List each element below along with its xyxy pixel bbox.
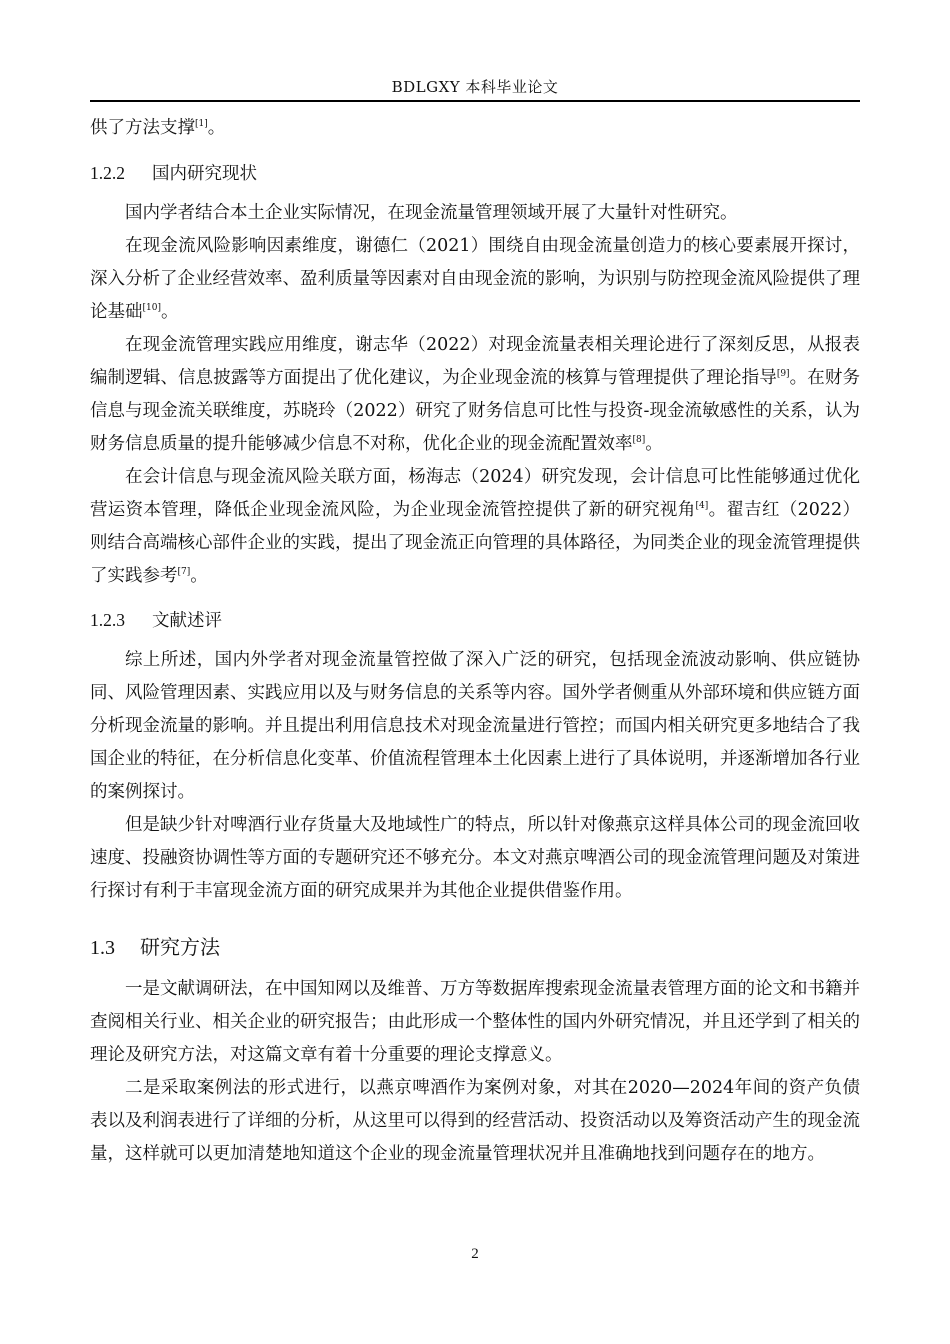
paragraph-tail: 。 [190, 566, 208, 586]
paragraph: 二是采取案例法的形式进行，以燕京啤酒作为案例对象，对其在2020—2024年间的资产负债表以及利润表进行了详细的分析，从这里可以得到的经营活动、投资活动以及筹资活动产生的现金流量，这样就可以更加清楚地知道这个企业的现金流量管理状况并且准确地找到问题存在的地方。 [90, 1078, 860, 1164]
paragraph [90, 230, 860, 329]
section-number: 1.3 [90, 937, 115, 959]
paragraph-text: 在会计信息与现金流风险关联方面，杨海志（2024）研究发现，会计信息可比性能够通过优化营运资本管理，降低企业现金流风险，为企业现金流管控提供了新的研究视角 [90, 467, 860, 520]
citation: [9] [776, 369, 790, 379]
paragraph-tail: 。 [645, 434, 663, 454]
section-title: 研究方法 [140, 935, 220, 959]
paragraph [90, 329, 860, 461]
citation: [10] [142, 303, 161, 313]
running-header: BDLGXY 本科毕业论文 [391, 78, 559, 96]
paragraph-text: 在现金流风险影响因素维度，谢德仁（2021）围绕自由现金流量创造力的核心要素展开探讨，深入分析了企业经营效率、盈利质量等因素对自由现金流的影响，为识别与防控现金流风险提供了理论基础 [90, 236, 860, 322]
citation: [7] [177, 567, 191, 577]
paragraph-text: 。翟吉红（2022）则结合高端核心部件企业的实践，提出了现金流正向管理的具体路径，为同类企业的现金流管理提供了实践参考 [90, 500, 861, 586]
paragraph-text: 供了方法支撑 [90, 118, 195, 138]
citation: [8] [632, 435, 646, 445]
paragraph-text: 在现金流管理实践应用维度，谢志华（2022）对现金流量表相关理论进行了深刻反思，从报表编制逻辑、信息披露等方面提出了优化建议，为企业现金流的核算与管理提供了理论指导 [90, 335, 860, 388]
paragraph-text: 。在财务信息与现金流关联维度，苏晓玲（2022）研究了财务信息可比性与投资-现金流敏感性的关系，认为财务信息质量的提升能够减少信息不对称，优化企业的现金流配置效率 [90, 368, 861, 454]
section-heading-1-2-2 [90, 160, 860, 187]
citation: [4] [695, 501, 709, 511]
paragraph-continued [90, 112, 860, 145]
paragraph: 但是缺少针对啤酒行业存货量大及地域性广的特点，所以针对像燕京这样具体公司的现金流回收速度、投融资协调性等方面的专题研究还不够充分。本文对燕京啤酒公司的现金流管理问题及对策进行探讨有利于丰富现金流方面的研究成果并为其他企业提供借鉴作用。 [90, 815, 860, 901]
section-heading-1-2-3 [90, 607, 860, 634]
paragraph: 一是文献调研法，在中国知网以及维普、万方等数据库搜索现金流量表管理方面的论文和书籍并查阅相关行业、相关企业的研究报告；由此形成一个整体性的国内外研究情况，并且还学到了相关的理论及研究方法，对这篇文章有着十分重要的理论支撑意义。 [90, 979, 860, 1065]
section-number: 1.2.3 [90, 610, 125, 630]
section-title: 文献述评 [152, 611, 222, 631]
paragraph: 综上所述，国内外学者对现金流量管控做了深入广泛的研究，包括现金流波动影响、供应链协同、风险管理因素、实践应用以及与财务信息的关系等内容。国外学者侧重从外部环境和供应链方面分析现金流量的影响。并且提出利用信息技术对现金流量进行管控；而国内相关研究更多地结合了我国企业的特征，在分析信息化变革、价值流程管理本土化因素上进行了具体说明，并逐渐增加各行业的案例探讨。 [90, 650, 860, 802]
citation: [1] [195, 119, 208, 129]
paragraph [90, 461, 860, 593]
paragraph-tail: 。 [207, 118, 226, 138]
section-number: 1.2.2 [90, 163, 125, 183]
page-content [90, 112, 860, 1171]
paragraph: 国内学者结合本土企业实际情况，在现金流量管理领域开展了大量针对性研究。 [125, 203, 738, 223]
paragraph-tail: 。 [160, 302, 179, 322]
section-title: 国内研究现状 [152, 164, 257, 184]
header-rule [90, 100, 860, 102]
section-heading-1-3 [90, 932, 860, 963]
page-number: 2 [471, 1246, 479, 1262]
